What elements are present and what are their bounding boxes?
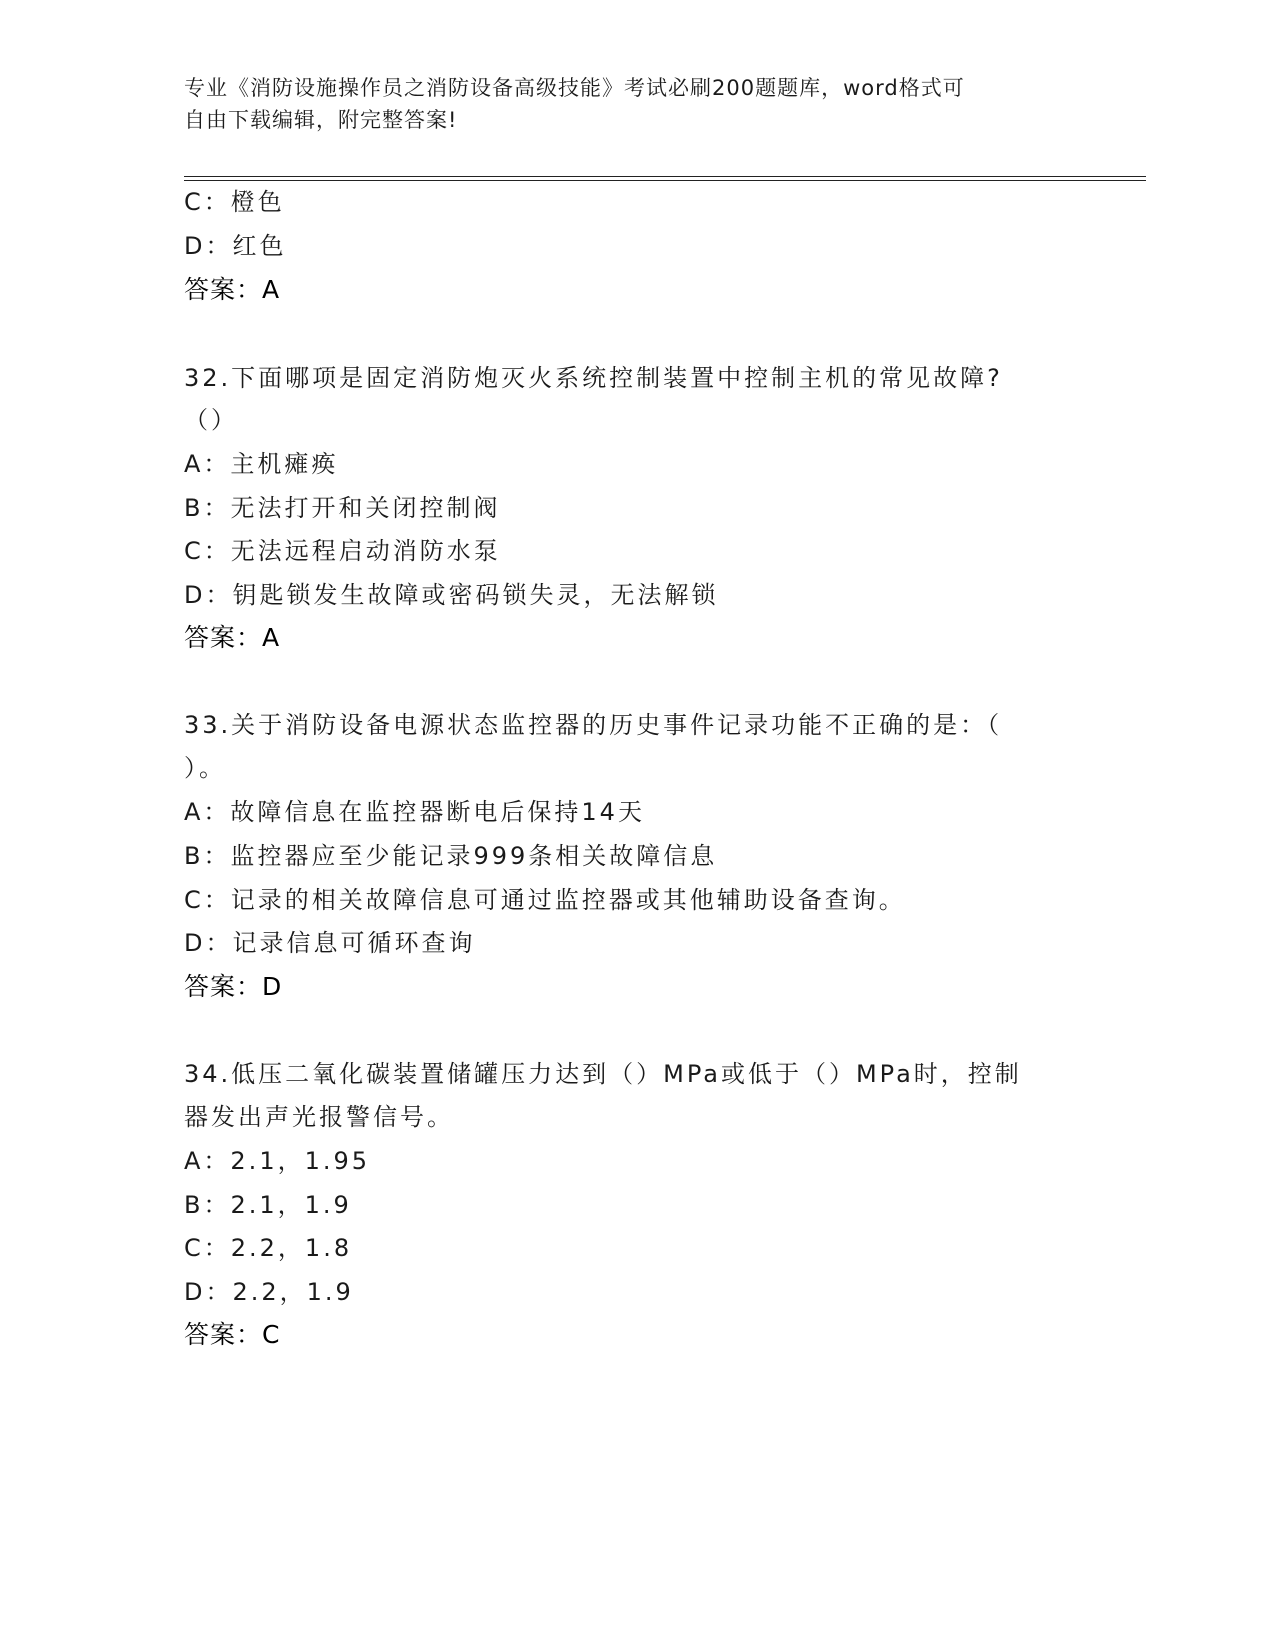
q32-stem-line-1: 32.下面哪项是固定消防炮灭火系统控制装置中控制主机的常见故障? (184, 364, 1003, 392)
q33-option-d: D：记录信息可循环查询 (184, 929, 476, 957)
q32-option-d: D：钥匙锁发生故障或密码锁失灵，无法解锁 (184, 581, 719, 609)
q34-stem-line-1: 34.低压二氧化碳装置储罐压力达到（）MPa或低于（）MPa时，控制 (184, 1060, 1022, 1088)
q32-stem-line-2: （） (184, 406, 238, 434)
prev-option-d: D：红色 (184, 232, 287, 260)
q32-answer: 答案：A (184, 623, 281, 652)
q33-option-b: B：监控器应至少能记录999条相关故障信息 (184, 842, 718, 870)
header-line-2: 自由下载编辑，附完整答案! (184, 108, 458, 132)
q33-answer: 答案：D (184, 972, 283, 1001)
q34-answer: 答案：C (184, 1320, 281, 1349)
header-line-1: 专业《消防设施操作员之消防设备高级技能》考试必刷200题题库，word格式可 (184, 76, 965, 100)
header-divider (184, 176, 1146, 181)
q32-option-c: C：无法远程启动消防水泵 (184, 537, 501, 565)
page-header (184, 72, 1064, 136)
q32-option-b: B：无法打开和关闭控制阀 (184, 494, 501, 522)
q34-option-c: C：2.2，1.8 (184, 1234, 353, 1262)
q34-stem-line-2: 器发出声光报警信号。 (184, 1103, 454, 1131)
q34-option-d: D：2.2，1.9 (184, 1278, 354, 1306)
q32-option-a: A：主机瘫痪 (184, 450, 339, 478)
prev-answer: 答案：A (184, 275, 281, 304)
q33-stem-line-2: ）。 (184, 754, 226, 782)
q34-option-a: A：2.1，1.95 (184, 1147, 371, 1175)
q33-option-c: C：记录的相关故障信息可通过监控器或其他辅助设备查询。 (184, 886, 906, 914)
prev-option-c: C：橙色 (184, 188, 285, 216)
q34-option-b: B：2.1，1.9 (184, 1191, 352, 1219)
q33-option-a: A：故障信息在监控器断电后保持14天 (184, 798, 645, 826)
q33-stem-line-1: 33.关于消防设备电源状态监控器的历史事件记录功能不正确的是：（ (184, 711, 1003, 739)
